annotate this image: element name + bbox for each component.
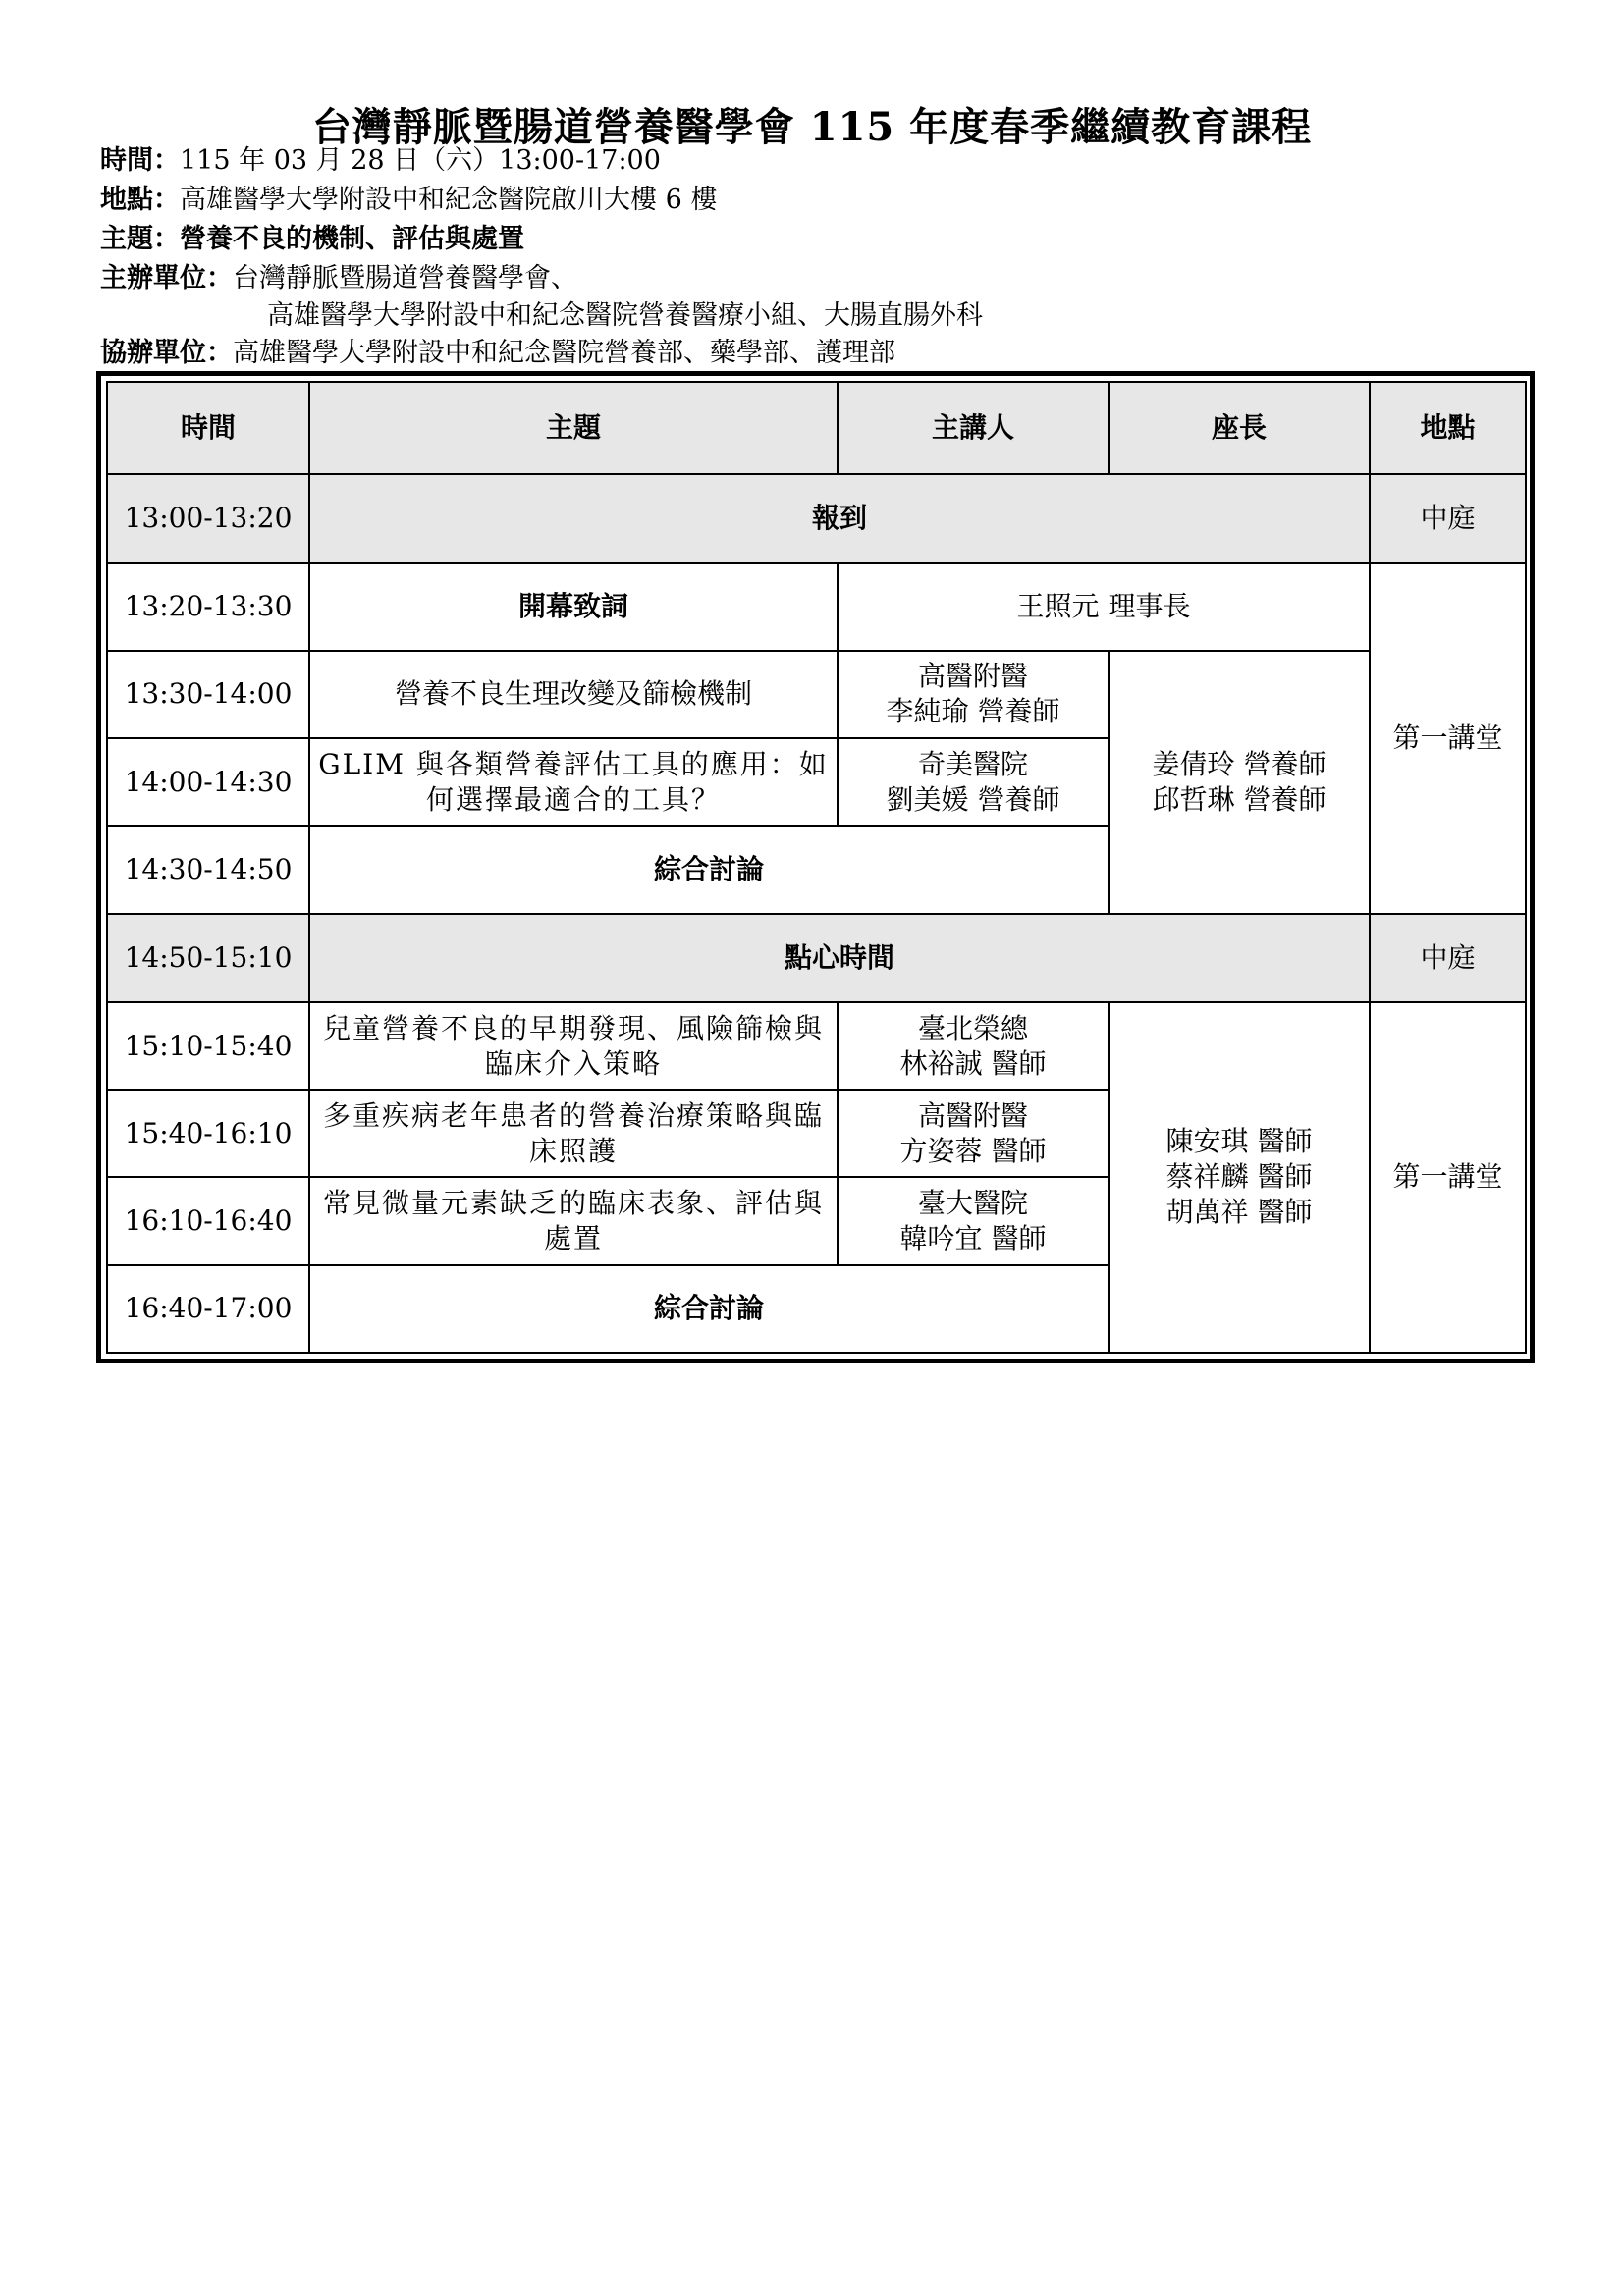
info-coorganizer-label: 協辦單位：	[100, 338, 233, 368]
info-theme-value: 營養不良的機制、評估與處置	[180, 224, 524, 254]
info-organizer	[100, 261, 577, 296]
speaker-org: 高醫附醫	[917, 660, 1028, 693]
chair-name: 邱哲琳 營養師	[1152, 782, 1326, 816]
info-coorganizer-value: 高雄醫學大學附設中和紀念醫院營養部、藥學部、護理部	[233, 338, 895, 368]
row-topic: 開幕致詞	[309, 563, 838, 651]
row-time: 15:40-16:10	[107, 1090, 309, 1177]
info-theme	[100, 222, 524, 257]
row-topic: 多重疾病老年患者的營養治療策略與臨床照護	[309, 1090, 838, 1177]
row-time: 13:20-13:30	[107, 563, 309, 651]
row-time: 15:10-15:40	[107, 1002, 309, 1090]
chair-name: 蔡祥麟 醫師	[1165, 1160, 1313, 1194]
schedule-table	[106, 381, 1527, 1354]
info-place	[100, 183, 717, 218]
speaker-org: 臺大醫院	[917, 1187, 1028, 1220]
row-speaker	[838, 1002, 1109, 1090]
document-title: 台灣靜脈暨腸道營養醫學會 115 年度春季繼續教育課程	[311, 104, 1313, 150]
venue-main-1: 第一講堂	[1370, 563, 1526, 914]
chair-name: 姜倩玲 營養師	[1152, 747, 1326, 780]
speaker-name: 李純瑜 營養師	[886, 695, 1060, 728]
row-topic: GLIM 與各類營養評估工具的應用：如何選擇最適合的工具？	[309, 738, 838, 826]
table-row	[107, 1002, 1526, 1090]
speaker-org: 臺北榮總	[917, 1011, 1028, 1044]
info-coorganizer	[100, 336, 895, 371]
speaker-org: 高醫附醫	[917, 1098, 1028, 1132]
row-topic: 營養不良生理改變及篩檢機制	[309, 651, 838, 738]
info-time-label: 時間：	[100, 145, 180, 176]
header-chair: 座長	[1109, 382, 1370, 474]
info-organizer-line2: 高雄醫學大學附設中和紀念醫院營養醫療小組、大腸直腸外科	[267, 300, 983, 331]
row-time: 16:40-17:00	[107, 1265, 309, 1353]
row-topic: 點心時間	[309, 914, 1370, 1002]
header-venue: 地點	[1370, 382, 1526, 474]
row-topic: 綜合討論	[309, 1265, 1109, 1353]
row-topic: 常見微量元素缺乏的臨床表象、評估與處置	[309, 1177, 838, 1264]
speaker-name: 劉美媛 營養師	[886, 782, 1060, 816]
row-topic: 兒童營養不良的早期發現、風險篩檢與臨床介入策略	[309, 1002, 838, 1090]
row-topic: 綜合討論	[309, 826, 1109, 913]
table-row	[107, 914, 1526, 1002]
header-time: 時間	[107, 382, 309, 474]
info-place-value: 高雄醫學大學附設中和紀念醫院啟川大樓 6 樓	[180, 185, 718, 215]
chair-name: 陳安琪 醫師	[1165, 1125, 1313, 1158]
row-topic: 報到	[309, 474, 1370, 562]
row-time: 14:50-15:10	[107, 914, 309, 1002]
speaker-org: 奇美醫院	[917, 747, 1028, 780]
info-time-value: 115 年 03 月 28 日（六）13:00-17:00	[180, 145, 661, 176]
row-speaker: 王照元 理事長	[838, 563, 1370, 651]
header-speaker: 主講人	[838, 382, 1109, 474]
venue-main-2: 第一講堂	[1370, 1002, 1526, 1353]
row-time: 14:30-14:50	[107, 826, 309, 913]
speaker-name: 林裕誠 醫師	[899, 1046, 1047, 1080]
info-place-label: 地點：	[100, 185, 180, 215]
info-organizer-value-1: 台灣靜脈暨腸道營養醫學會、	[233, 263, 577, 294]
row-speaker	[838, 1177, 1109, 1264]
table-row	[107, 651, 1526, 738]
row-speaker	[838, 738, 1109, 826]
row-venue: 中庭	[1370, 914, 1526, 1002]
table-row	[107, 474, 1526, 562]
row-time: 16:10-16:40	[107, 1177, 309, 1264]
info-time	[100, 143, 661, 179]
row-speaker	[838, 651, 1109, 738]
chairs-session-1	[1109, 651, 1370, 914]
table-row	[107, 563, 1526, 651]
info-theme-label: 主題：	[100, 224, 180, 254]
row-time: 13:30-14:00	[107, 651, 309, 738]
row-time: 13:00-13:20	[107, 474, 309, 562]
chairs-session-2	[1109, 1002, 1370, 1353]
speaker-name: 方姿蓉 醫師	[899, 1134, 1047, 1167]
speaker-name: 韓吟宜 醫師	[899, 1222, 1047, 1255]
table-header-row	[107, 382, 1526, 474]
info-organizer-label: 主辦單位：	[100, 263, 233, 294]
header-topic: 主題	[309, 382, 838, 474]
row-speaker	[838, 1090, 1109, 1177]
chair-name: 胡萬祥 醫師	[1165, 1196, 1313, 1229]
row-time: 14:00-14:30	[107, 738, 309, 826]
row-venue: 中庭	[1370, 474, 1526, 562]
